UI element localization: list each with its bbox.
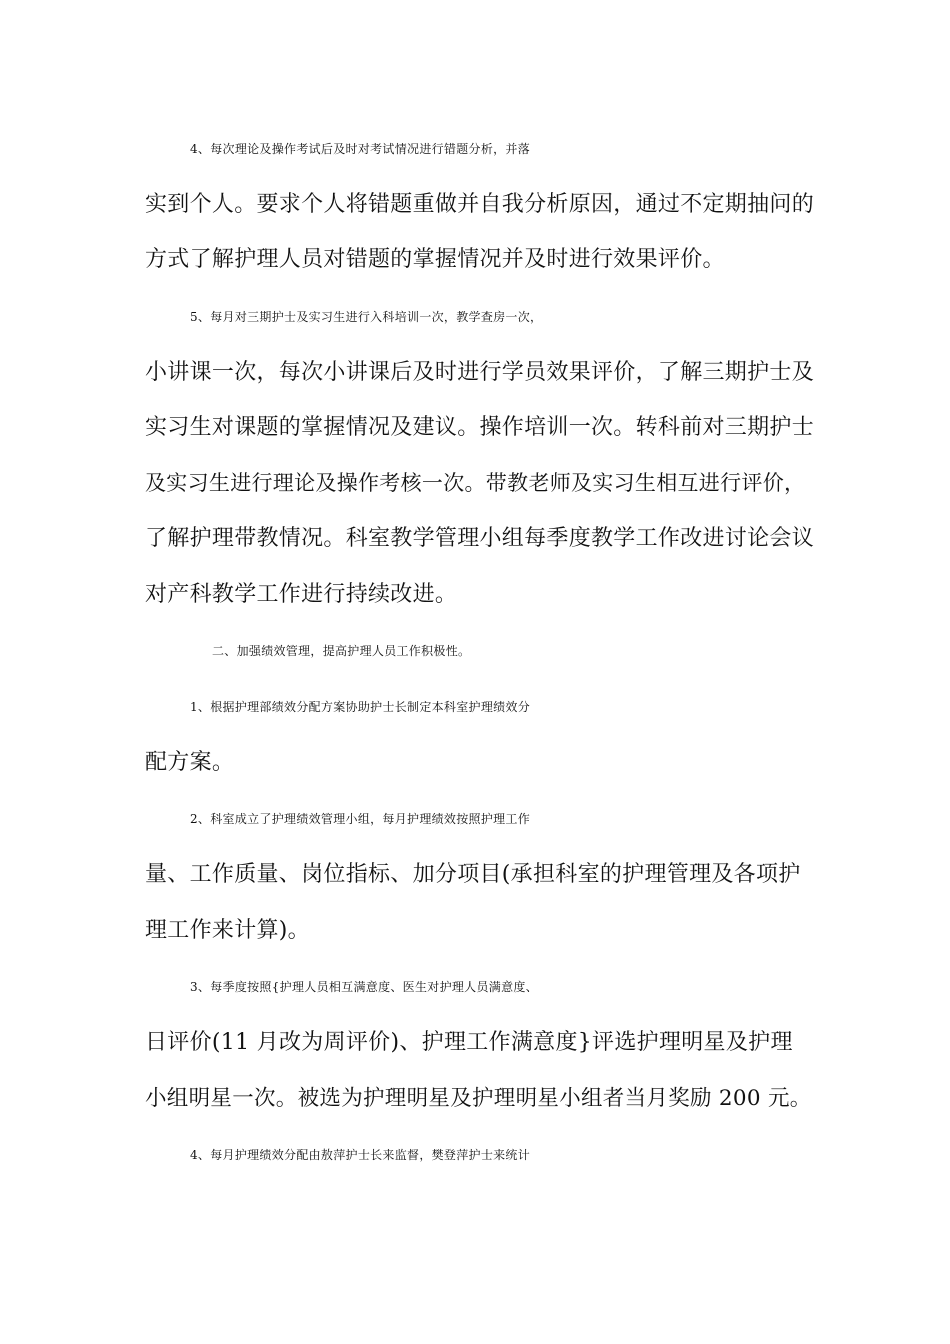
paragraph-exam-line-1: 4、每次理论及操作考试后及时对考试情况进行错题分析，并落 (190, 142, 531, 156)
paragraph-training-line-1: 5、每月对三期护士及实习生进行入科培训一次，教学查房一次， (190, 310, 543, 324)
paragraph-group-line-2: 量、工作质量、岗位指标、加分项目(承担科室的护理管理及各项护 (145, 862, 801, 887)
paragraph-training-line-2: 小讲课一次，每次小讲课后及时进行学员效果评价，了解三期护士及 (145, 360, 815, 385)
paragraph-distribution-line-1: 4、每月护理绩效分配由敖萍护士长来监督，樊登萍护士来统计 (190, 1148, 531, 1162)
paragraph-plan-line-1: 1、根据护理部绩效分配方案协助护士长制定本科室护理绩效分 (190, 700, 531, 714)
paragraph-group-line-3: 理工作来计算)。 (145, 918, 310, 943)
paragraph-training-line-5: 了解护理带教情况。科室教学管理小组每季度教学工作改进讨论会议 (145, 526, 815, 551)
paragraph-exam-line-2: 实到个人。要求个人将错题重做并自我分析原因，通过不定期抽问的 (145, 192, 815, 217)
paragraph-stars-line-1: 3、每季度按照{护理人员相互满意度、医生对护理人员满意度、 (190, 980, 538, 994)
paragraph-plan-line-2: 配方案。 (145, 750, 235, 775)
paragraph-training-line-6: 对产科教学工作进行持续改进。 (145, 582, 458, 607)
paragraph-exam-line-3: 方式了解护理人员对错题的掌握情况并及时进行效果评价。 (145, 247, 725, 272)
paragraph-stars-line-3: 小组明星一次。被选为护理明星及护理明星小组者当月奖励 200 元。 (145, 1086, 812, 1111)
paragraph-training-line-3: 实习生对课题的掌握情况及建议。操作培训一次。转科前对三期护士 (145, 415, 815, 440)
paragraph-group-line-1: 2、科室成立了护理绩效管理小组，每月护理绩效按照护理工作 (190, 812, 531, 826)
paragraph-stars-line-2: 日评价(11 月改为周评价)、护理工作满意度}评选护理明星及护理 (145, 1030, 793, 1055)
section-heading: 二、加强绩效管理，提高护理人员工作积极性。 (212, 644, 471, 658)
paragraph-training-line-4: 及实习生进行理论及操作考核一次。带教老师及实习生相互进行评价， (145, 471, 806, 495)
